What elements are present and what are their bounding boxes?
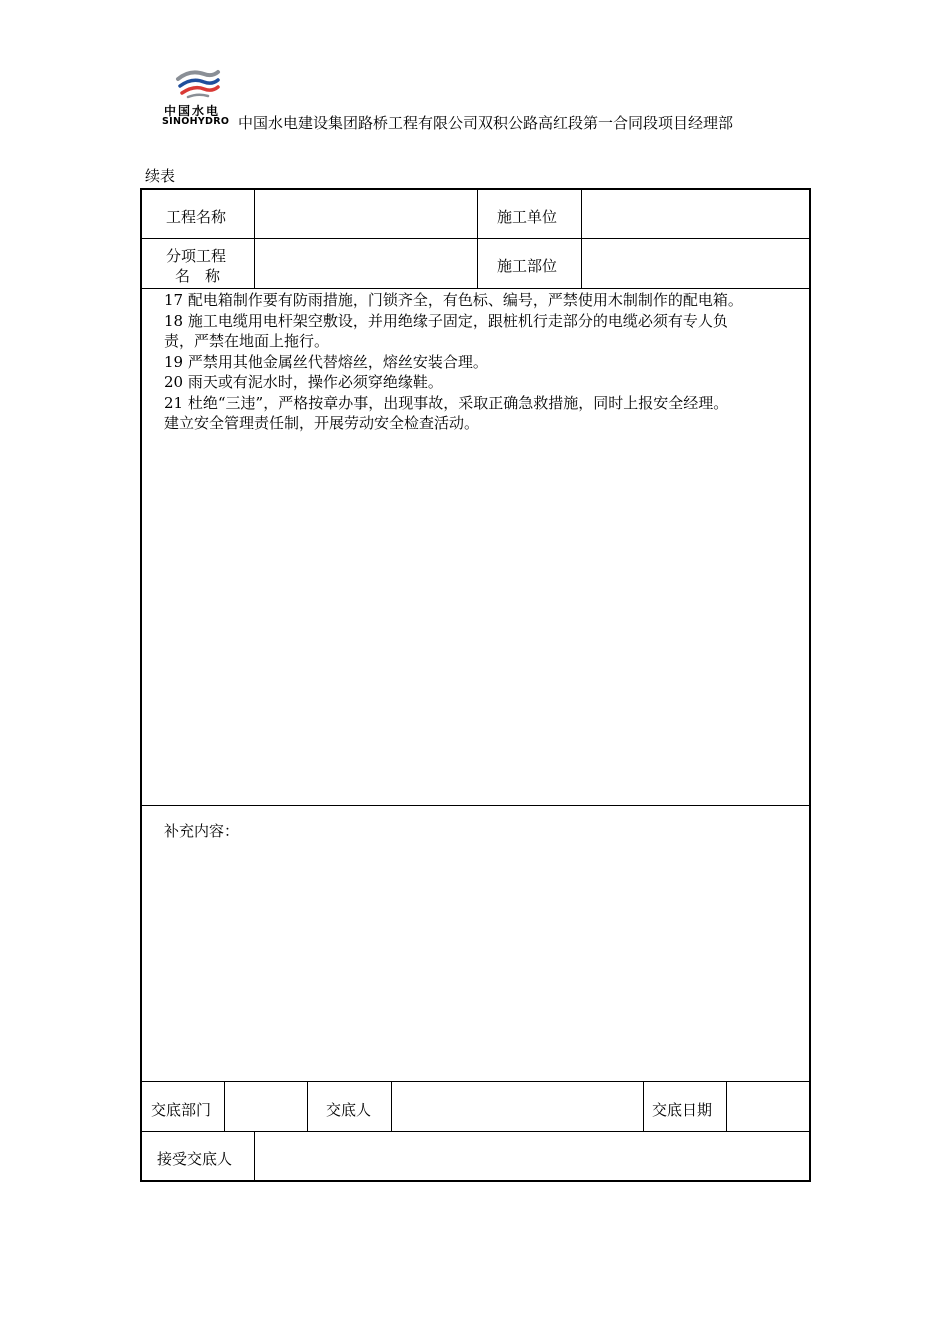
briefing-content	[164, 290, 794, 434]
content-line: 20 雨天或有泥水时，操作必须穿绝缘鞋。	[164, 373, 443, 391]
safety-briefing-form	[140, 188, 811, 1182]
project-name-label: 工程名称	[166, 208, 227, 226]
continued-label: 续表	[145, 167, 176, 185]
column-divider	[224, 1081, 225, 1131]
column-divider	[254, 1131, 255, 1180]
sub-project-label-line2: 名 称	[175, 267, 221, 285]
row-divider	[142, 1131, 809, 1132]
handover-person-label: 交底人	[326, 1101, 372, 1119]
content-line: 21 杜绝“三违”，严格按章办事，出现事故，采取正确急救措施，同时上报安全经理。	[164, 393, 729, 412]
content-line: 18 施工电缆用电杆架空敷设，并用绝缘子固定，跟桩机行走部分的电缆必须有专人负	[164, 311, 728, 330]
column-divider	[477, 190, 478, 288]
supplement-label: 补充内容：	[164, 822, 240, 840]
column-divider	[726, 1081, 727, 1131]
company-name: 中国水电建设集团路桥工程有限公司双积公路高红段第一合同段项目经理部	[238, 114, 734, 132]
content-line: 17 配电箱制作要有防雨措施，门锁齐全，有色标、编号，严禁使用木制制作的配电箱。	[164, 291, 743, 309]
row-divider	[142, 1081, 809, 1082]
logo-english-text: SINOHYDRO	[162, 116, 230, 127]
construction-part-label: 施工部位	[497, 257, 558, 275]
logo-chinese-text: 中国水电	[164, 104, 221, 118]
row-divider	[142, 805, 809, 806]
receiver-label: 接受交底人	[157, 1150, 233, 1168]
column-divider	[391, 1081, 392, 1131]
sinohydro-logo-icon	[174, 66, 222, 100]
content-line: 19 严禁用其他金属丝代替熔丝，熔丝安装合理。	[164, 352, 488, 371]
column-divider	[581, 190, 582, 288]
sub-project-label-line1: 分项工程	[166, 247, 227, 265]
handover-dept-label: 交底部门	[151, 1101, 212, 1119]
row-divider	[142, 238, 809, 239]
column-divider	[254, 190, 255, 288]
column-divider	[307, 1081, 308, 1131]
handover-date-label: 交底日期	[652, 1101, 713, 1119]
content-line: 建立安全管理责任制，开展劳动安全检查活动。	[164, 414, 480, 432]
content-line: 责，严禁在地面上拖行。	[164, 332, 330, 350]
sinohydro-logo	[162, 66, 238, 128]
column-divider	[643, 1081, 644, 1131]
row-divider	[142, 288, 809, 289]
construction-unit-label: 施工单位	[497, 208, 558, 226]
